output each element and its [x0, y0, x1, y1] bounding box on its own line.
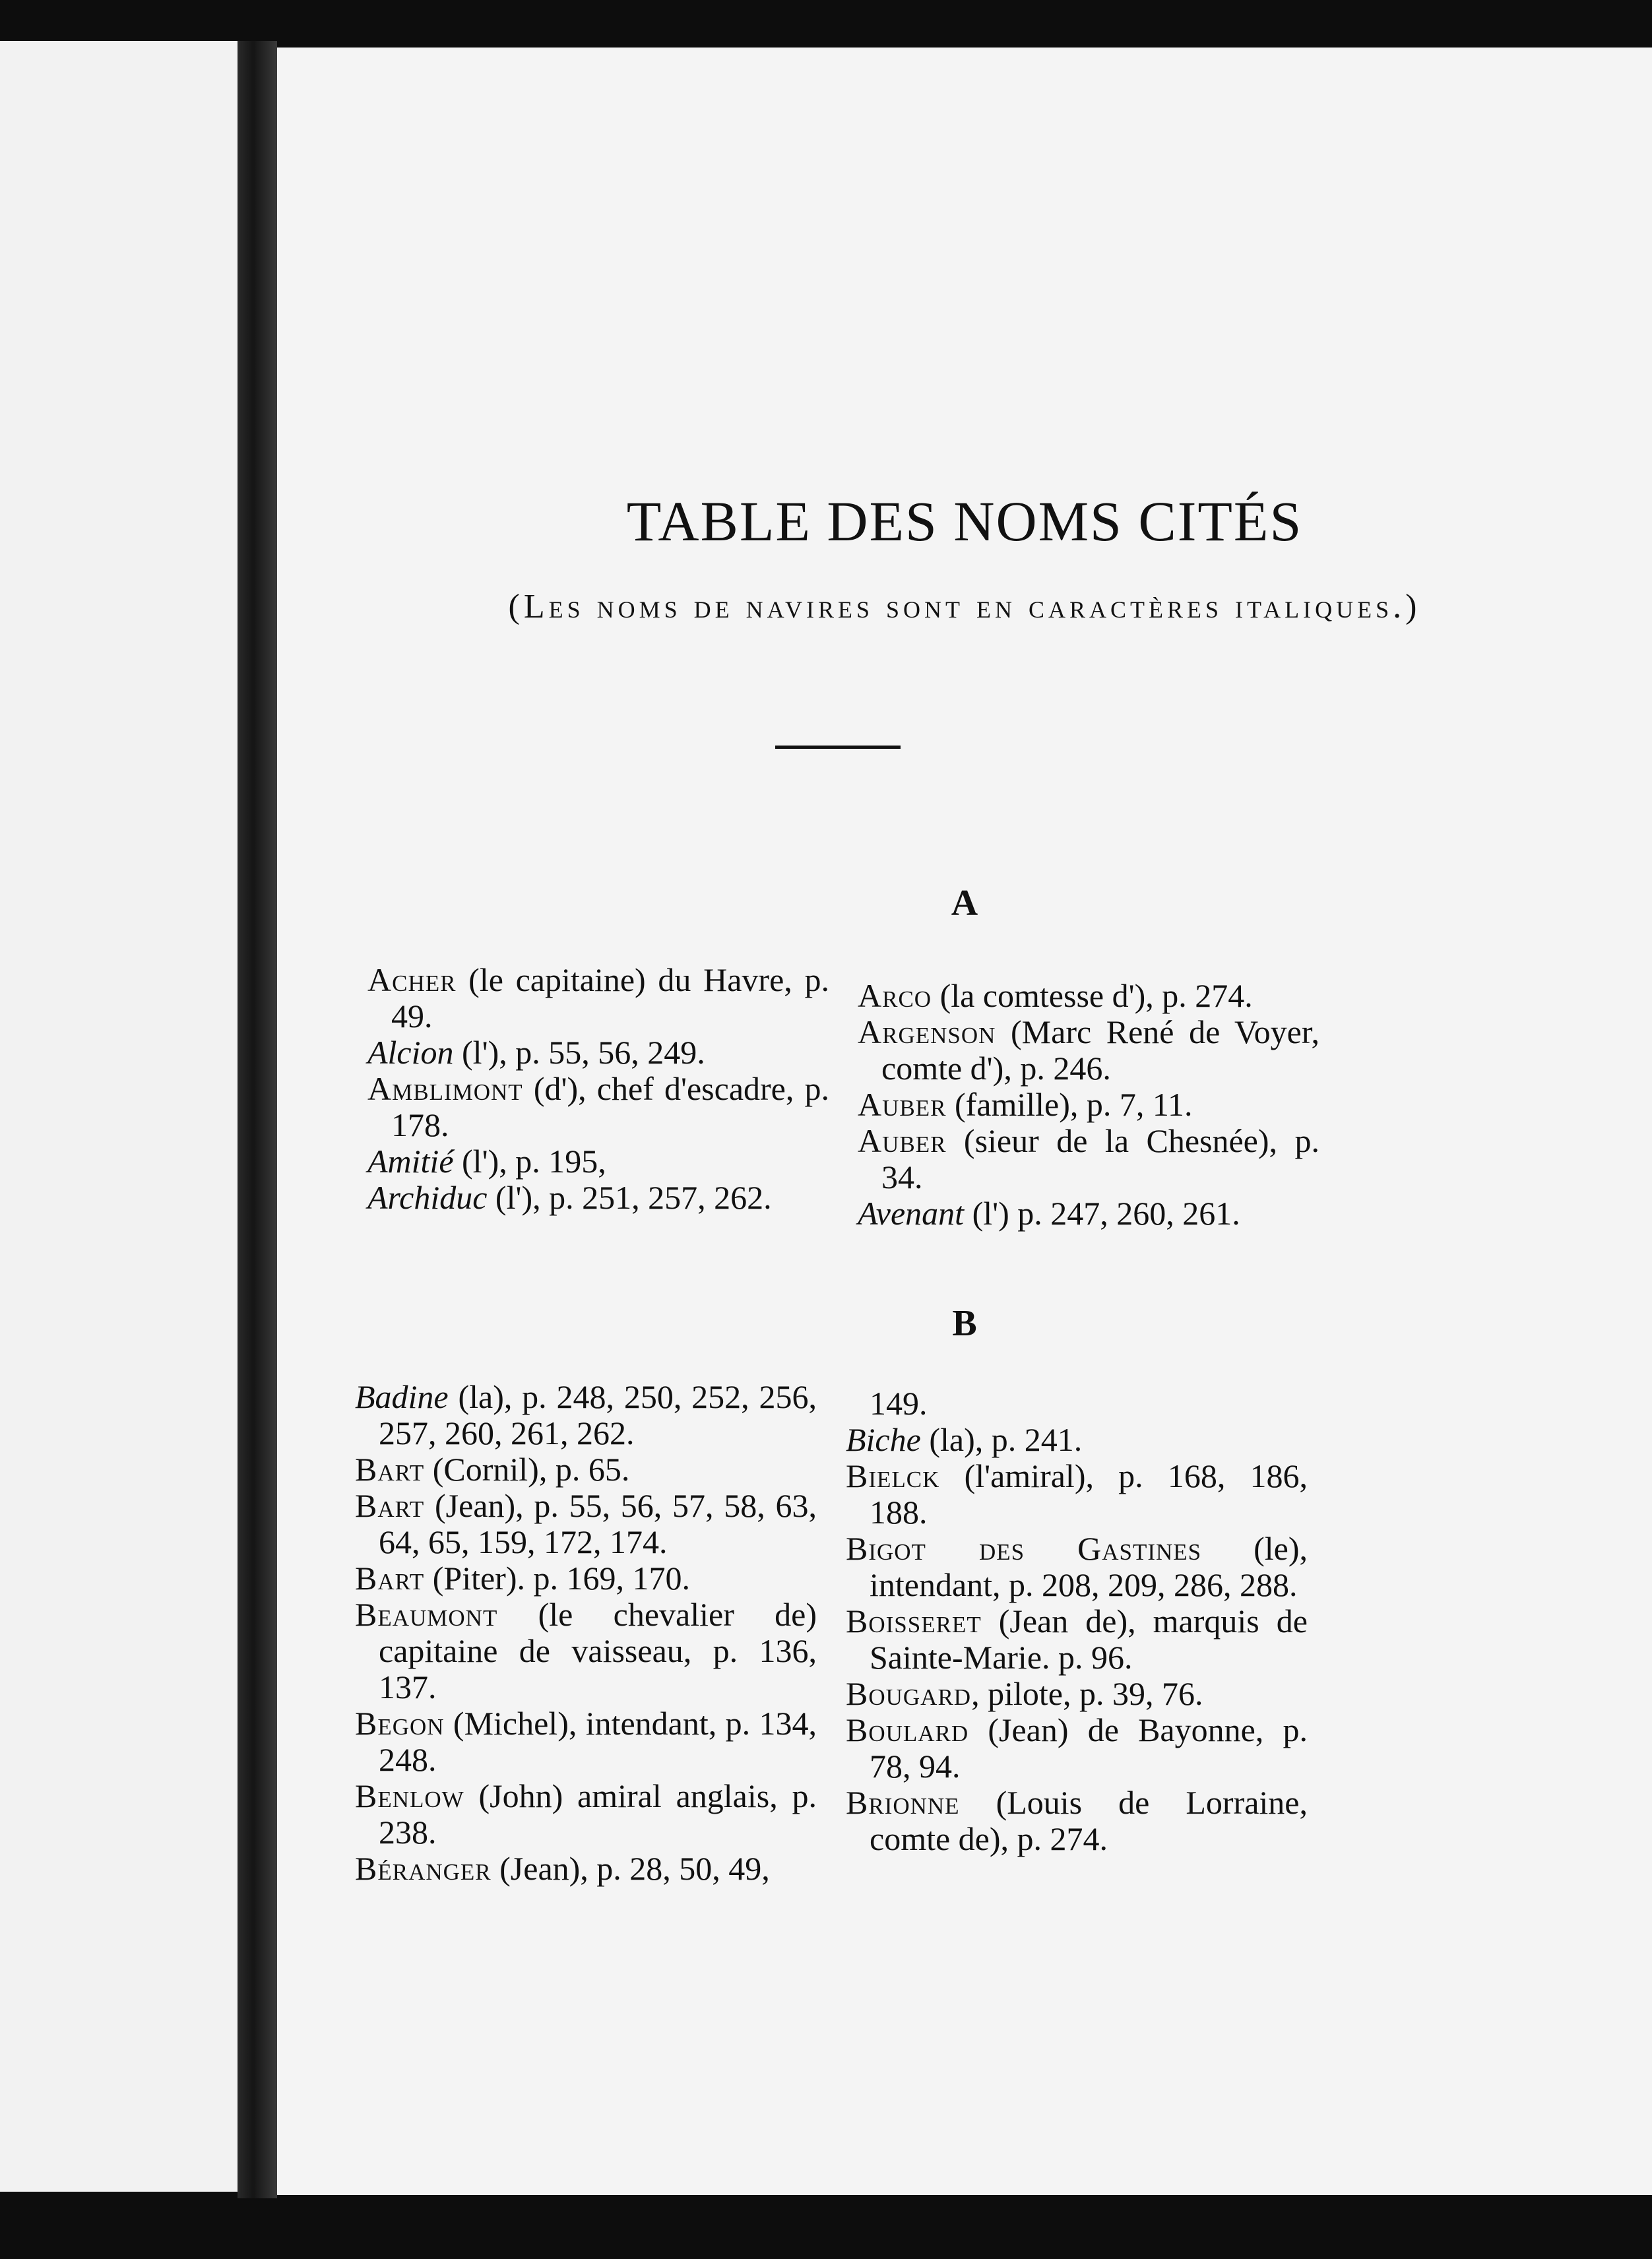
person-name: Amblimont — [367, 1070, 523, 1107]
index-entry-continuation: 149. — [870, 1385, 928, 1422]
index-entry — [846, 1676, 1308, 1712]
entry-details: (la comtesse d'), p. 274. — [932, 977, 1253, 1014]
index-entry — [355, 1488, 817, 1560]
index-entry — [355, 1451, 817, 1488]
entry-details: (la), p. 248, 250, 252, 256, 257, 260, 261, 262. — [379, 1378, 817, 1451]
index-entry — [858, 1123, 1319, 1195]
entry-details: (le capitaine) du Havre, p. 49. — [391, 961, 829, 1034]
ship-name: Biche — [846, 1421, 921, 1458]
index-entry — [858, 978, 1319, 1014]
person-name: Bart — [355, 1451, 425, 1488]
entry-details: (Cornil), p. 65. — [424, 1451, 630, 1488]
ship-name: Alcion — [367, 1034, 454, 1071]
person-name: Beaumont — [355, 1596, 498, 1633]
index-entry — [367, 1071, 829, 1143]
index-entry — [355, 1379, 817, 1451]
index-entry — [367, 1180, 829, 1216]
person-name: Benlow — [355, 1777, 464, 1814]
index-entry — [355, 1560, 817, 1597]
entry-details: (l'amiral), p. 168, 186, 188. — [870, 1457, 1308, 1531]
index-entry — [367, 1034, 829, 1071]
person-name: Béranger — [355, 1850, 492, 1887]
index-entry — [355, 1597, 817, 1705]
person-name: Begon — [355, 1705, 445, 1742]
person-name: Bougard — [846, 1675, 972, 1712]
entry-details: (John) amiral anglais, p. 238. — [379, 1777, 817, 1851]
entry-details: (le), intendant, p. 208, 209, 286, 288. — [870, 1530, 1308, 1603]
entry-details: , pilote, p. 39, 76. — [971, 1675, 1203, 1712]
entry-details: (l'), p. 195, — [453, 1143, 606, 1180]
index-entry — [846, 1531, 1308, 1603]
entry-details: (Michel), intendant, p. 134, 248. — [379, 1705, 817, 1778]
entry-details: (Jean) de Bayonne, p. 78, 94. — [870, 1711, 1308, 1785]
entry-details: (sieur de la Chesnée), p. 34. — [881, 1122, 1319, 1195]
person-name: Bart — [355, 1560, 425, 1597]
section-b-left-column — [355, 1379, 817, 1887]
ship-name: Archiduc — [367, 1179, 488, 1216]
index-entry — [858, 1014, 1319, 1087]
person-name: Boisseret — [846, 1603, 982, 1639]
entry-details: (le chevalier de) capitaine de vaisseau, p. 136, 137. — [379, 1596, 817, 1705]
entry-details: (Piter). p. 169, 170. — [424, 1560, 690, 1597]
section-b-right-column — [846, 1385, 1308, 1857]
index-entry — [846, 1458, 1308, 1531]
book-gutter — [238, 41, 277, 2198]
section-letter-a: A — [951, 883, 978, 924]
facing-page-edge — [0, 41, 238, 2192]
entry-details: (la), p. 241. — [920, 1421, 1083, 1458]
index-entry — [367, 1143, 829, 1180]
section-a-left-column — [367, 962, 829, 1216]
person-name: Acher — [367, 961, 457, 998]
entry-details: (l'), p. 55, 56, 249. — [453, 1034, 705, 1071]
entry-details: (d'), chef d'escadre, p. 178. — [391, 1070, 829, 1143]
person-name: Auber — [858, 1122, 947, 1159]
person-name: Arco — [858, 977, 932, 1014]
index-entry — [367, 962, 829, 1034]
index-entry — [846, 1603, 1308, 1676]
index-entry — [355, 1705, 817, 1778]
section-a-right-column — [858, 978, 1319, 1232]
person-name: Bigot des Gastines — [846, 1530, 1202, 1567]
ship-name: Badine — [355, 1378, 449, 1415]
index-entry — [858, 1087, 1319, 1123]
index-entry — [355, 1778, 817, 1851]
entry-details: (l'), p. 251, 257, 262. — [487, 1179, 772, 1216]
entry-details: (Jean de), marquis de Sainte-Marie. p. 96. — [870, 1603, 1308, 1676]
index-entry — [846, 1785, 1308, 1857]
index-entry — [355, 1851, 817, 1887]
index-entry — [846, 1422, 1308, 1458]
page-title: TABLE DES NOMS CITÉS — [626, 490, 1303, 553]
entry-details: (Louis de Lorraine, comte de), p. 274. — [870, 1784, 1308, 1857]
index-entry — [846, 1712, 1308, 1785]
entry-details: (Marc René de Voyer, comte d'), p. 246. — [881, 1013, 1319, 1087]
index-entry — [858, 1195, 1319, 1232]
ship-name: Avenant — [858, 1195, 965, 1232]
ship-name: Amitié — [367, 1143, 454, 1180]
index-page — [277, 48, 1652, 2195]
title-rule — [775, 746, 901, 749]
entry-details: (famille), p. 7, 11. — [946, 1086, 1193, 1123]
page-subtitle: (Les noms de navires sont en caractères italiques.) — [508, 588, 1421, 625]
person-name: Bielck — [846, 1457, 940, 1494]
section-letter-b: B — [952, 1303, 977, 1344]
section-b-right-entries — [846, 1422, 1308, 1857]
entry-details: (Jean), p. 28, 50, 49, — [491, 1850, 770, 1887]
person-name: Argenson — [858, 1013, 996, 1050]
person-name: Bart — [355, 1487, 425, 1524]
person-name: Boulard — [846, 1711, 969, 1748]
person-name: Auber — [858, 1086, 947, 1123]
person-name: Brionne — [846, 1784, 960, 1821]
entry-details: (l') p. 247, 260, 261. — [964, 1195, 1240, 1232]
entry-details: (Jean), p. 55, 56, 57, 58, 63, 64, 65, 159, 172, 174. — [379, 1487, 817, 1560]
